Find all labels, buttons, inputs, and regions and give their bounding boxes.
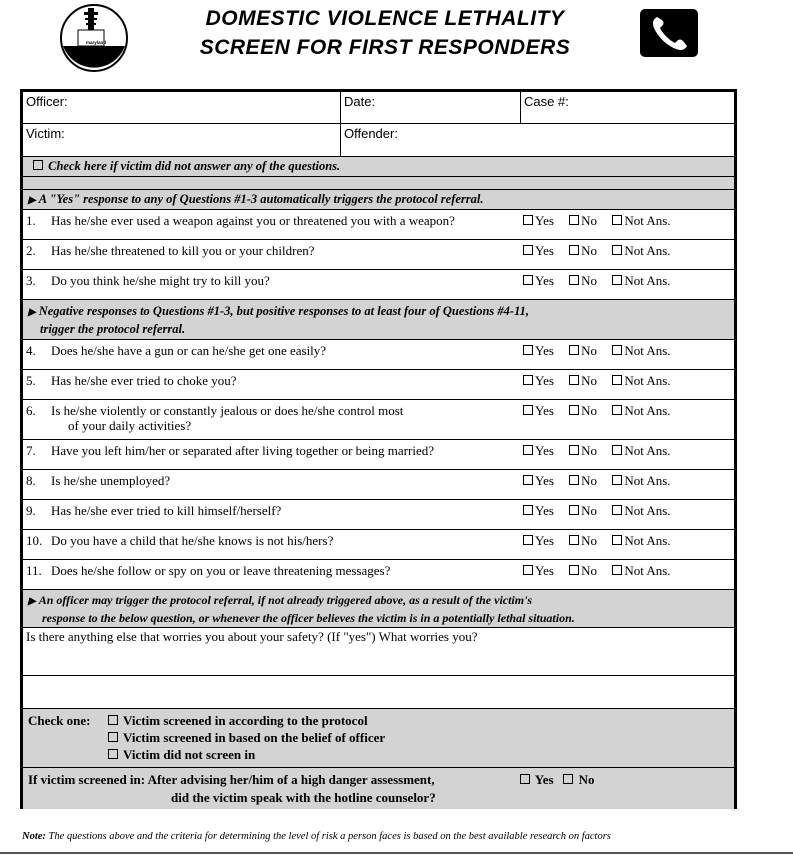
hotline-line-2: did the victim speak with the hotline counselor? bbox=[171, 790, 436, 805]
arrow-icon: ▶ bbox=[28, 307, 36, 318]
no-option[interactable]: No bbox=[569, 563, 597, 579]
answer-options bbox=[523, 243, 728, 259]
answer-options bbox=[523, 273, 728, 289]
question-label: Do you think he/she might try to kill you? bbox=[51, 273, 270, 288]
no-option[interactable]: No bbox=[569, 243, 597, 259]
question-number: 9. bbox=[26, 503, 36, 518]
question-text bbox=[26, 243, 315, 258]
question-number: 5. bbox=[26, 373, 36, 388]
checkbox[interactable] bbox=[563, 774, 573, 784]
document-title bbox=[170, 4, 600, 62]
question-label: Do you have a child that he/she knows is not his/hers? bbox=[51, 533, 334, 548]
question-line-2: of your daily activities? bbox=[68, 418, 192, 433]
answer-options bbox=[523, 343, 728, 359]
no-answer-row bbox=[23, 157, 734, 177]
no-option[interactable]: No bbox=[569, 473, 597, 489]
yes-option[interactable]: Yes bbox=[523, 563, 554, 579]
officer-row bbox=[23, 92, 734, 124]
question-number: 7. bbox=[26, 443, 36, 458]
question-number: 1. bbox=[26, 213, 36, 228]
question-line-1 bbox=[26, 403, 403, 418]
worries-answer-field[interactable] bbox=[23, 676, 734, 709]
question-row bbox=[23, 340, 734, 370]
title-line-1: DOMESTIC VIOLENCE LETHALITY bbox=[205, 7, 565, 30]
yes-option[interactable]: Yes bbox=[523, 343, 554, 359]
section3-header bbox=[23, 590, 734, 628]
question-number: 8. bbox=[26, 473, 36, 488]
answer-options bbox=[523, 403, 728, 419]
no-option[interactable]: No bbox=[569, 373, 597, 389]
offender-field[interactable] bbox=[340, 124, 734, 156]
spacer-row bbox=[23, 177, 734, 190]
yes-option[interactable]: Yes bbox=[523, 403, 554, 419]
question-number: 3. bbox=[26, 273, 36, 288]
case-label: Case #: bbox=[524, 94, 569, 109]
phone-icon bbox=[640, 9, 698, 57]
check-option[interactable]: Victim screened in based on the belief of officer bbox=[108, 729, 385, 746]
not-ans-option[interactable]: Not Ans. bbox=[612, 533, 670, 549]
victim-row bbox=[23, 124, 734, 157]
yes-option[interactable]: Yes bbox=[523, 373, 554, 389]
footer-note bbox=[22, 831, 782, 842]
checkbox[interactable] bbox=[523, 215, 533, 225]
question-text bbox=[26, 443, 434, 458]
question-row bbox=[23, 210, 734, 240]
check-one-section bbox=[23, 709, 734, 768]
arrow-icon: ▶ bbox=[28, 596, 36, 607]
checkbox[interactable] bbox=[612, 375, 622, 385]
yes-option[interactable]: Yes bbox=[523, 473, 554, 489]
hotline-line-1: If victim screened in: After advising her/him of a high danger assessment, bbox=[28, 772, 435, 787]
checkbox[interactable] bbox=[612, 565, 622, 575]
answer-options bbox=[523, 533, 728, 549]
hotline-section bbox=[23, 768, 734, 809]
question-number: 10. bbox=[26, 533, 43, 548]
section3-line-2: response to the below question, or whenever the officer believes the victim is in a potentially lethal situation. bbox=[42, 611, 575, 625]
title-line-2: SCREEN FOR FIRST RESPONDERS bbox=[199, 36, 571, 59]
date-label: Date: bbox=[344, 94, 376, 109]
not-ans-option[interactable]: Not Ans. bbox=[612, 473, 670, 489]
date-field[interactable] bbox=[340, 92, 520, 123]
checkbox[interactable] bbox=[523, 375, 533, 385]
checkbox[interactable] bbox=[612, 405, 622, 415]
question-text bbox=[26, 373, 237, 388]
section3-line-1: ▶ An officer may trigger the protocol referral, if not already triggered above, as a result of the victim's bbox=[28, 593, 533, 607]
question-row bbox=[23, 370, 734, 400]
answer-options bbox=[523, 563, 728, 579]
checkbox[interactable] bbox=[523, 345, 533, 355]
not-ans-option[interactable]: Not Ans. bbox=[612, 273, 670, 289]
case-field[interactable] bbox=[520, 92, 734, 123]
not-ans-option[interactable]: Not Ans. bbox=[612, 443, 670, 459]
victim-field[interactable] bbox=[23, 124, 340, 156]
no-option[interactable]: No bbox=[569, 343, 597, 359]
yes-option[interactable]: Yes bbox=[523, 503, 554, 519]
lethality-screen-form bbox=[20, 89, 737, 809]
section1-header bbox=[23, 190, 734, 210]
question-label: Is he/she violently or constantly jealous or does he/she control most bbox=[51, 403, 404, 418]
checkbox[interactable] bbox=[569, 375, 579, 385]
checkbox[interactable] bbox=[612, 505, 622, 515]
checkbox[interactable] bbox=[520, 774, 530, 784]
officer-label: Officer: bbox=[26, 94, 68, 109]
checkbox[interactable] bbox=[569, 345, 579, 355]
question-row bbox=[23, 440, 734, 470]
checkbox[interactable] bbox=[612, 535, 622, 545]
question-row bbox=[23, 240, 734, 270]
question-row bbox=[23, 560, 734, 590]
check-option[interactable]: Victim did not screen in bbox=[108, 746, 385, 763]
question-text bbox=[26, 343, 326, 358]
checkbox[interactable] bbox=[523, 535, 533, 545]
question-text bbox=[26, 213, 455, 228]
checkbox[interactable] bbox=[612, 445, 622, 455]
checkbox[interactable] bbox=[523, 475, 533, 485]
not-ans-option[interactable]: Not Ans. bbox=[612, 243, 670, 259]
yes-option[interactable]: Yes bbox=[523, 243, 554, 259]
question-label: Has he/she ever used a weapon against you or threatened you with a weapon? bbox=[51, 213, 455, 228]
section1-text: A "Yes" response to any of Questions #1-3 automatically triggers the protocol referral. bbox=[38, 192, 484, 206]
checkbox[interactable] bbox=[569, 245, 579, 255]
answer-options bbox=[523, 213, 728, 229]
hotline-yes[interactable]: Yes bbox=[520, 772, 554, 787]
worries-question: Is there anything else that worries you about your safety? (If "yes") What worries you? bbox=[26, 629, 478, 644]
checkbox[interactable] bbox=[523, 405, 533, 415]
question-number: 2. bbox=[26, 243, 36, 258]
not-ans-option[interactable]: Not Ans. bbox=[612, 343, 670, 359]
question-row bbox=[23, 400, 734, 440]
checkbox[interactable] bbox=[108, 732, 118, 742]
divider bbox=[0, 852, 793, 854]
yes-option[interactable]: Yes bbox=[523, 213, 554, 229]
question-label: Has he/she ever tried to kill himself/herself? bbox=[51, 503, 282, 518]
check-option[interactable]: Victim screened in according to the protocol bbox=[108, 712, 385, 729]
checkbox[interactable] bbox=[612, 245, 622, 255]
question-label: Does he/she follow or spy on you or leave threatening messages? bbox=[51, 563, 391, 578]
checkbox[interactable] bbox=[569, 215, 579, 225]
answer-options bbox=[523, 373, 728, 389]
answer-options bbox=[523, 443, 728, 459]
check-one-label: Check one: bbox=[28, 713, 91, 728]
checkbox[interactable] bbox=[569, 275, 579, 285]
question-row bbox=[23, 470, 734, 500]
question-text bbox=[26, 403, 403, 433]
section2-header bbox=[23, 300, 734, 340]
question-label: Has he/she ever tried to choke you? bbox=[51, 373, 237, 388]
question-number: 11. bbox=[26, 563, 42, 578]
no-answer-checkbox[interactable] bbox=[33, 160, 43, 170]
not-ans-option[interactable]: Not Ans. bbox=[612, 403, 670, 419]
note-text: The questions above and the criteria for determining the level of risk a person faces is based on the best available research on factors bbox=[48, 831, 611, 842]
yes-option[interactable]: Yes bbox=[523, 273, 554, 289]
checkbox[interactable] bbox=[612, 345, 622, 355]
logo-text: maryland network against domestic violence bbox=[85, 40, 106, 65]
question-text bbox=[26, 273, 270, 288]
not-ans-option[interactable]: Not Ans. bbox=[612, 563, 670, 579]
question-label: Have you left him/her or separated after living together or being married? bbox=[51, 443, 434, 458]
checkbox[interactable] bbox=[523, 445, 533, 455]
answer-options bbox=[523, 503, 728, 519]
maryland-network-logo bbox=[58, 2, 130, 74]
checkbox[interactable] bbox=[523, 505, 533, 515]
worries-row[interactable] bbox=[23, 628, 734, 676]
checkbox[interactable] bbox=[108, 715, 118, 725]
checkbox[interactable] bbox=[569, 445, 579, 455]
not-ans-option[interactable]: Not Ans. bbox=[612, 503, 670, 519]
question-text bbox=[26, 533, 333, 548]
checkbox[interactable] bbox=[612, 475, 622, 485]
no-option[interactable]: No bbox=[569, 533, 597, 549]
checkbox[interactable] bbox=[612, 215, 622, 225]
question-label: Is he/she unemployed? bbox=[51, 473, 171, 488]
yes-option[interactable]: Yes bbox=[523, 443, 554, 459]
no-option[interactable]: No bbox=[569, 213, 597, 229]
checkbox[interactable] bbox=[523, 275, 533, 285]
question-number: 6. bbox=[26, 403, 36, 418]
checkbox[interactable] bbox=[523, 565, 533, 575]
question-number: 4. bbox=[26, 343, 36, 358]
question-label: Does he/she have a gun or can he/she get one easily? bbox=[51, 343, 327, 358]
question-label: Has he/she threatened to kill you or your children? bbox=[51, 243, 315, 258]
no-option[interactable]: No bbox=[569, 273, 597, 289]
question-text bbox=[26, 473, 170, 488]
checkbox[interactable] bbox=[569, 565, 579, 575]
checkbox[interactable] bbox=[569, 535, 579, 545]
question-text bbox=[26, 563, 390, 578]
section2-line-2: trigger the protocol referral. bbox=[40, 322, 186, 336]
question-row bbox=[23, 500, 734, 530]
checkbox[interactable] bbox=[569, 475, 579, 485]
checkbox[interactable] bbox=[569, 405, 579, 415]
yes-option[interactable]: Yes bbox=[523, 533, 554, 549]
arrow-icon: ▶ bbox=[28, 195, 36, 206]
question-text bbox=[26, 503, 281, 518]
answer-options bbox=[523, 473, 728, 489]
note-label: Note: bbox=[22, 831, 46, 842]
no-option[interactable]: No bbox=[569, 403, 597, 419]
checkbox[interactable] bbox=[523, 245, 533, 255]
no-option[interactable]: No bbox=[569, 503, 597, 519]
hotline-no[interactable]: No bbox=[563, 772, 594, 787]
checkbox[interactable] bbox=[569, 505, 579, 515]
checkbox[interactable] bbox=[108, 749, 118, 759]
checkbox[interactable] bbox=[612, 275, 622, 285]
officer-field[interactable] bbox=[23, 92, 340, 123]
victim-label: Victim: bbox=[26, 126, 65, 141]
no-option[interactable]: No bbox=[569, 443, 597, 459]
not-ans-option[interactable]: Not Ans. bbox=[612, 373, 670, 389]
section2-line-1: ▶ Negative responses to Questions #1-3, but positive responses to at least four of Questions #4-11, bbox=[28, 304, 529, 318]
offender-label: Offender: bbox=[344, 126, 398, 141]
question-row bbox=[23, 270, 734, 300]
not-ans-option[interactable]: Not Ans. bbox=[612, 213, 670, 229]
no-answer-label: Check here if victim did not answer any of the questions. bbox=[48, 159, 341, 173]
question-row bbox=[23, 530, 734, 560]
